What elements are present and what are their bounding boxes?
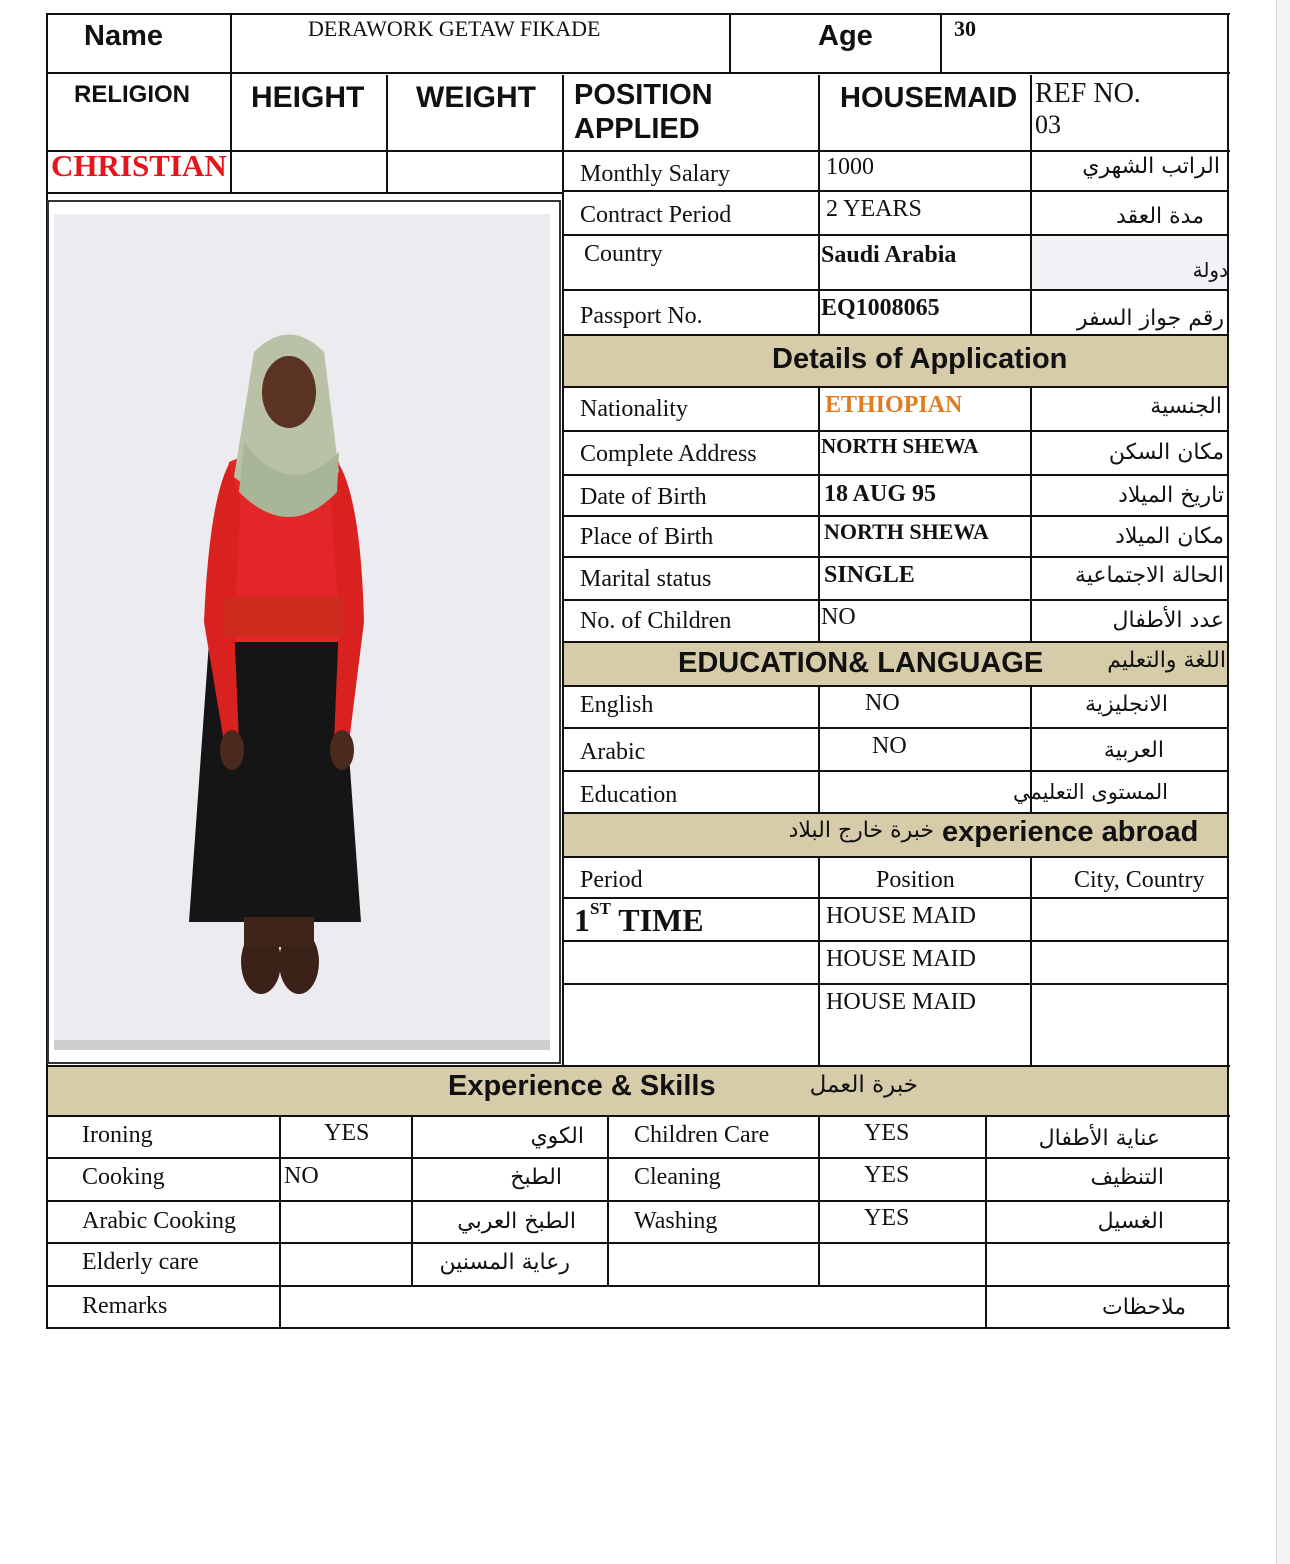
skill-label: Cleaning: [634, 1164, 721, 1190]
period-number: 1: [574, 902, 590, 938]
remarks-ar: ملاحظات: [1102, 1295, 1186, 1320]
rule: [607, 1115, 609, 1285]
abroad-period-1: [574, 899, 704, 938]
abroad-title-ar: خبرة خارج البلاد: [788, 818, 934, 843]
rule: [562, 770, 1229, 772]
rule: [1030, 856, 1032, 1066]
rule: [562, 727, 1229, 729]
detail-label: Nationality: [580, 396, 688, 422]
skill-ar: عناية الأطفال: [1038, 1126, 1160, 1151]
skill-label: Ironing: [82, 1122, 153, 1148]
detail-value: NO: [821, 604, 856, 630]
skill-label: Washing: [634, 1208, 718, 1234]
rule: [1030, 386, 1032, 642]
detail-ar: مكان الميلاد: [1115, 524, 1224, 549]
abroad-header-period: Period: [580, 867, 643, 893]
rule: [46, 13, 1230, 15]
rule: [279, 1115, 281, 1329]
rule: [818, 1115, 820, 1285]
skills-title: Experience & Skills: [448, 1070, 716, 1102]
rule: [562, 940, 1229, 942]
name-value: DERAWORK GETAW FIKADE: [308, 16, 601, 41]
weight-label: WEIGHT: [416, 81, 536, 114]
rule: [46, 72, 1230, 74]
education-ar: المستوى التعليمي: [1012, 780, 1168, 804]
rule: [1030, 75, 1032, 335]
rule: [562, 386, 1229, 388]
abroad-header-position: Position: [876, 867, 955, 893]
rule: [562, 515, 1229, 517]
height-label: HEIGHT: [251, 81, 365, 114]
detail-label: Complete Address: [580, 441, 757, 467]
info-ar: رقم جواز السفر: [1076, 306, 1224, 331]
remarks-label: Remarks: [82, 1293, 168, 1319]
rule: [729, 13, 731, 73]
ref-value: 03: [1035, 110, 1061, 139]
detail-label: Marital status: [580, 566, 712, 592]
rule: [818, 856, 820, 1066]
education-value: NO: [872, 733, 907, 759]
rule: [46, 1327, 1230, 1329]
skill-label: Elderly care: [82, 1249, 199, 1275]
ref-label: REF NO.: [1035, 78, 1141, 109]
rule: [386, 75, 388, 193]
rule: [818, 75, 820, 335]
detail-ar: عدد الأطفال: [1112, 608, 1224, 633]
rule: [46, 192, 563, 194]
education-value: NO: [865, 690, 900, 716]
skill-ar: الكوي: [530, 1124, 584, 1149]
rule: [46, 1242, 1230, 1244]
detail-value: 18 AUG 95: [824, 481, 937, 507]
skills-title-ar: خبرة العمل: [809, 1072, 918, 1098]
skill-label: Arabic Cooking: [82, 1208, 236, 1234]
info-label: Contract Period: [580, 202, 732, 228]
age-value: 30: [954, 16, 976, 41]
skill-ar: رعاية المسنين: [439, 1250, 570, 1275]
education-title-ar: اللغة والتعليم: [1107, 648, 1226, 673]
rule: [46, 1200, 1230, 1202]
detail-label: No. of Children: [580, 608, 732, 634]
detail-value-nationality: ETHIOPIAN: [825, 392, 963, 418]
rule: [562, 474, 1229, 476]
education-label: Arabic: [580, 739, 646, 765]
education-label: English: [580, 692, 654, 718]
rule: [818, 386, 820, 642]
detail-ar: تاريخ الميلاد: [1118, 483, 1224, 508]
religion-value: CHRISTIAN: [51, 148, 227, 183]
skill-value: YES: [864, 1120, 910, 1146]
education-ar: الانجليزية: [1085, 692, 1168, 717]
rule: [985, 1115, 987, 1329]
education-ar: العربية: [1103, 738, 1164, 763]
rule: [562, 983, 1229, 985]
skill-value: YES: [864, 1162, 910, 1188]
education-title: EDUCATION& LANGUAGE: [678, 647, 1044, 679]
abroad-position: HOUSE MAID: [826, 903, 976, 929]
info-label: Country: [584, 241, 663, 267]
skill-value: NO: [284, 1163, 319, 1189]
detail-ar: الحالة الاجتماعية: [1074, 563, 1224, 588]
detail-label: Date of Birth: [580, 484, 707, 510]
info-label: Monthly Salary: [580, 161, 730, 187]
applicant-photo: [49, 202, 559, 1062]
info-ar: الراتب الشهري: [1082, 154, 1220, 179]
photo-frame: [47, 200, 561, 1064]
skill-label: Cooking: [82, 1164, 165, 1190]
period-suffix: ST: [590, 899, 611, 918]
info-value: 1000: [826, 154, 874, 180]
education-label: Education: [580, 782, 678, 808]
info-label: Passport No.: [580, 303, 703, 329]
details-title: Details of Application: [772, 343, 1068, 375]
position-label-line2: APPLIED: [574, 113, 700, 145]
rule: [1227, 13, 1229, 1329]
position-value: HOUSEMAID: [840, 82, 1018, 114]
detail-ar: الجنسية: [1150, 394, 1222, 419]
period-rest: TIME: [610, 902, 704, 938]
info-value: Saudi Arabia: [821, 242, 957, 268]
rule: [562, 685, 1229, 687]
rule: [818, 685, 820, 813]
position-label-line1: POSITION: [574, 79, 713, 111]
religion-label: RELIGION: [74, 81, 191, 108]
detail-value: SINGLE: [824, 562, 915, 588]
abroad-position: HOUSE MAID: [826, 946, 976, 972]
rule: [411, 1115, 413, 1285]
skill-ar: الغسيل: [1097, 1209, 1164, 1234]
rule: [230, 13, 232, 193]
rule: [562, 897, 1229, 899]
skill-value: YES: [324, 1120, 370, 1146]
info-value: EQ1008065: [821, 295, 940, 321]
rule: [562, 856, 1229, 858]
detail-value: NORTH SHEWA: [824, 519, 989, 544]
skill-ar: الطبخ العربي: [457, 1209, 576, 1234]
abroad-title: experience abroad: [942, 816, 1199, 848]
detail-label: Place of Birth: [580, 524, 714, 550]
skill-ar: التنظيف: [1090, 1165, 1164, 1190]
rule: [562, 599, 1229, 601]
skill-ar: الطبخ: [510, 1165, 562, 1190]
rule: [46, 1115, 1230, 1117]
name-label: Name: [84, 20, 163, 52]
detail-ar: مكان السكن: [1108, 440, 1224, 465]
rule: [562, 75, 564, 1065]
info-ar: دولة: [1192, 258, 1228, 282]
abroad-position: HOUSE MAID: [826, 989, 976, 1015]
info-ar: مدة العقد: [1116, 204, 1204, 229]
rule: [46, 1157, 1230, 1159]
rule: [940, 13, 942, 73]
rule: [562, 289, 1229, 291]
abroad-header-city: City, Country: [1074, 867, 1205, 893]
skill-value: YES: [864, 1205, 910, 1231]
skill-label: Children Care: [634, 1122, 770, 1148]
rule: [562, 430, 1229, 432]
page-edge: [1276, 0, 1290, 1564]
age-label: Age: [818, 20, 873, 52]
rule: [562, 556, 1229, 558]
detail-value: NORTH SHEWA: [821, 434, 979, 458]
rule: [46, 1285, 1230, 1287]
info-value: 2 YEARS: [826, 196, 922, 222]
rule: [562, 190, 1229, 192]
